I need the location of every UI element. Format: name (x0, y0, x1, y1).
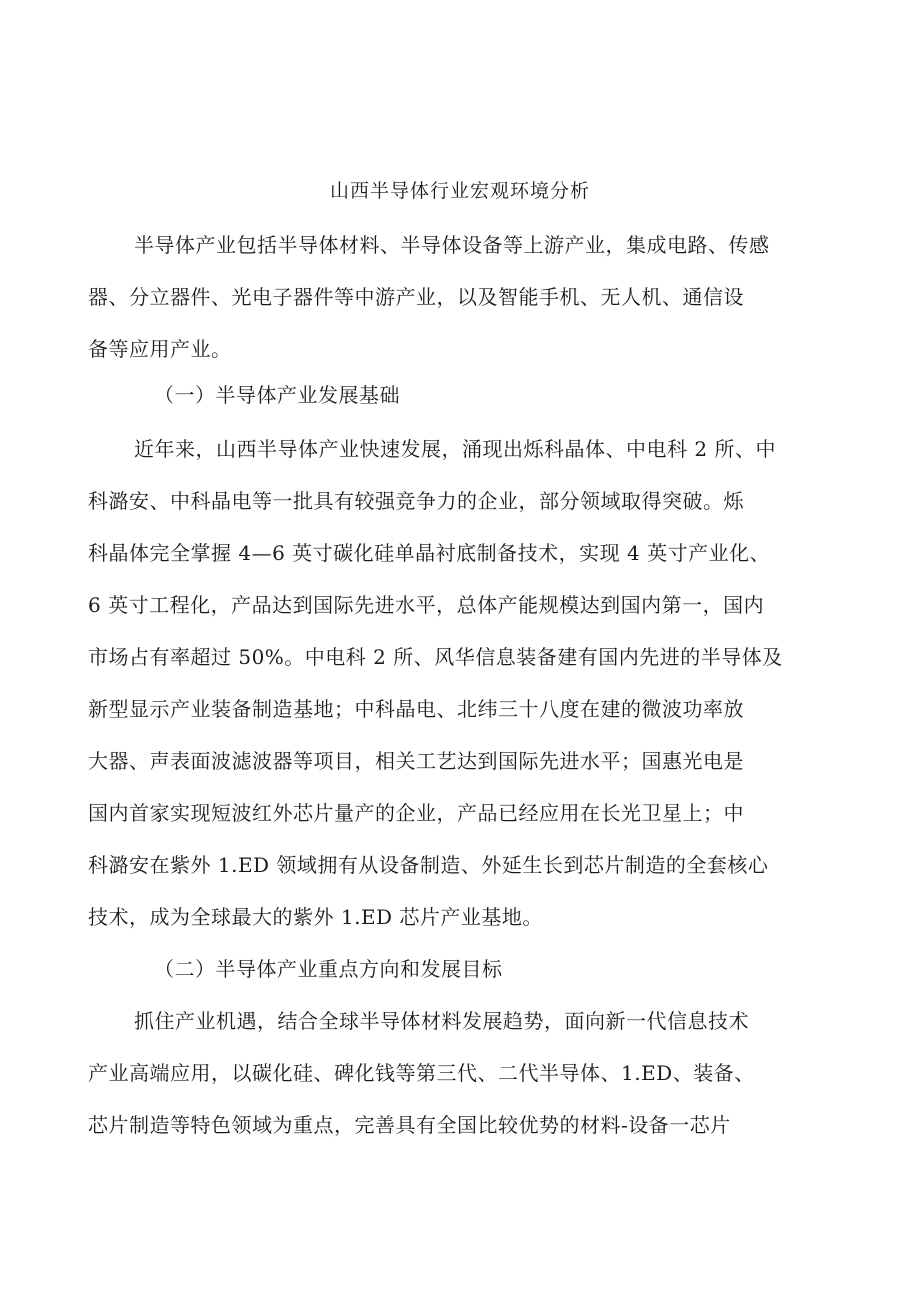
paragraph-line: 科潞安、中科晶电等一批具有较强竞争力的企业，部分领域取得突破。烁 (88, 489, 744, 513)
document-title: 山西半导体行业宏观环境分析 (329, 180, 590, 202)
paragraph-line: 备等应用产业。 (88, 337, 232, 361)
paragraph-line: 产业高端应用，以碳化硅、碑化钱等第三代、二代半导体、1.ED、装备、 (88, 1061, 755, 1085)
paragraph-line: 抓住产业机遇，结合全球半导体材料发展趋势，面向新一代信息技术 (134, 1009, 749, 1033)
paragraph-line: 器、分立器件、光电子器件等中游产业，以及智能手机、无人机、通信设 (88, 285, 744, 309)
paragraph-line: 新型显示产业装备制造基地；中科晶电、北纬三十八度在建的微波功率放 (88, 697, 744, 721)
paragraph-line: 科晶体完全掌握 4—6 英寸碳化硅单晶衬底制备技术，实现 4 英寸产业化、 (88, 541, 771, 565)
paragraph-line: 大器、声表面波滤波器等项目，相关工艺达到国际先进水平；国惠光电是 (88, 749, 744, 773)
paragraph-line: 半导体产业包括半导体材料、半导体设备等上游产业，集成电路、传感 (134, 233, 770, 257)
paragraph-line: 国内首家实现短波红外芯片量产的企业，产品已经应用在长光卫星上；中 (88, 801, 744, 825)
section-heading-1: （一）半导体产业发展基础 (154, 383, 400, 407)
paragraph-line: 芯片制造等特色领域为重点，完善具有全国比较优势的材料-设备一芯片 (88, 1113, 731, 1137)
paragraph-line: 近年来，山西半导体产业快速发展，涌现出烁科晶体、中电科 2 所、中 (134, 437, 776, 461)
section-heading-2: （二）半导体产业重点方向和发展目标 (154, 957, 503, 981)
paragraph-line: 技术，成为全球最大的紫外 1.ED 芯片产业基地。 (88, 905, 543, 929)
paragraph-line: 科潞安在紫外 1.ED 领域拥有从设备制造、外延生长到芯片制造的全套核心 (88, 853, 769, 877)
paragraph-line: 市场占有率超过 50%。中电科 2 所、风华信息装备建有国内先进的半导体及 (88, 645, 783, 669)
paragraph-line: 6 英寸工程化，产品达到国际先进水平，总体产能规模达到国内第一，国内 (88, 593, 765, 617)
